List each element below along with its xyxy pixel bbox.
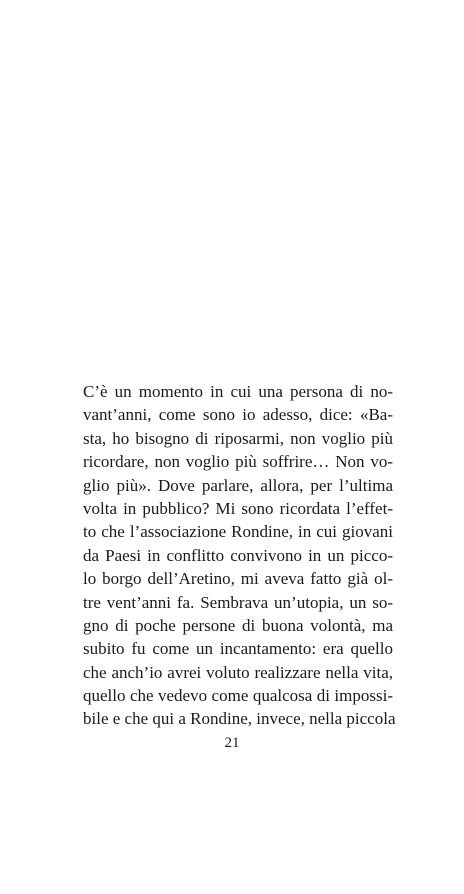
text-line: lo borgo dell’Aretino, mi aveva fatto già ol-: [83, 569, 393, 589]
text-line: ricordare, non voglio più soffrire… Non vo-: [83, 452, 393, 472]
text-line: che anch’io avrei voluto realizzare nella vita,: [83, 662, 393, 682]
body-paragraph: [83, 380, 396, 731]
text-line: gno di poche persone di buona volontà, ma: [83, 615, 393, 635]
text-line: subito fu come un incantamento: era quello: [83, 639, 393, 659]
text-line: C’è un momento in cui una persona di no-: [83, 382, 393, 401]
page-number: 21: [224, 735, 240, 751]
text-line: quello che vedevo come qualcosa di impossi-: [83, 686, 393, 706]
text-line: da Paesi in conflitto convivono in un picco-: [83, 545, 393, 565]
text-line: glio più». Dove parlare, allora, per l’ultima: [83, 475, 393, 495]
text-line: bile e che qui a Rondine, invece, nella piccola: [83, 709, 396, 729]
text-line: to che l’associazione Rondine, in cui giovani: [83, 522, 393, 542]
text-line: tre vent’anni fa. Sembrava un’utopia, un so-: [83, 592, 393, 612]
text-line: volta in pubblico? Mi sono ricordata l’effet-: [83, 498, 393, 518]
text-line: sta, ho bisogno di riposarmi, non voglio più: [83, 428, 393, 448]
text-line: vant’anni, come sono io adesso, dice: «Ba-: [83, 405, 393, 425]
